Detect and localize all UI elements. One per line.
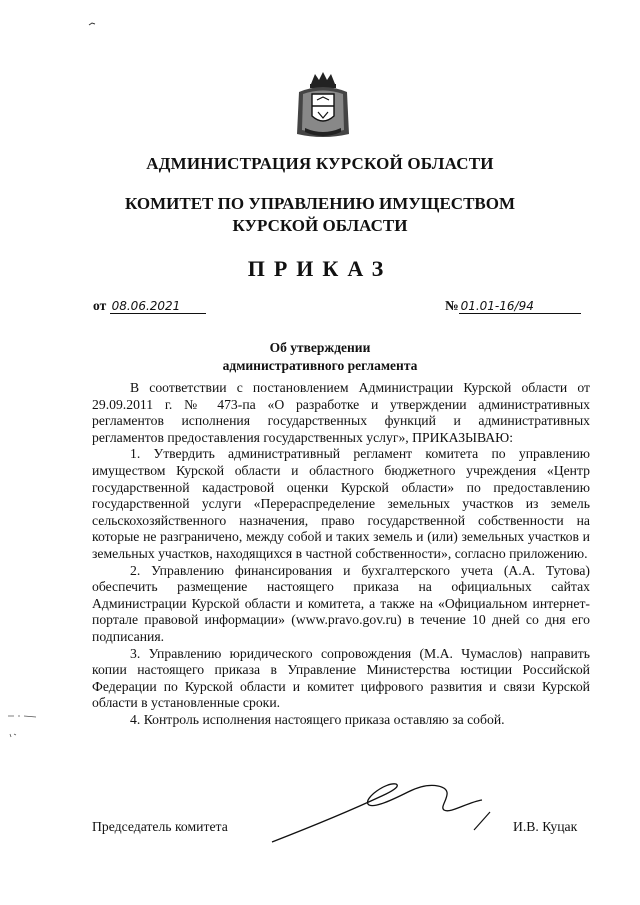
committee-title-line1: КОМИТЕТ ПО УПРАВЛЕНИЮ ИМУЩЕСТВОМ	[124, 194, 516, 213]
order-item-2: 2. Управлению финансирования и бухгалтерского учета (А.А. Тутова) обеспечить размещение настоящего приказа на официальных сайтах Администрации Курской области и комитета, а также на «Официальном интернет-портале правовой информации» (www.pravo.gov.ru) в течение 10 дней со дня его подписания.	[92, 562, 590, 644]
committee-title-line2: КУРСКОЙ ОБЛАСТИ	[232, 216, 408, 235]
order-date	[93, 298, 206, 314]
number-value: 01.01-16/94	[459, 299, 581, 314]
order-number	[445, 298, 581, 314]
administration-title: АДМИНИСТРАЦИЯ КУРСКОЙ ОБЛАСТИ	[146, 154, 494, 173]
order-item-3: 3. Управлению юридического сопровождения (М.А. Чумаслов) направить копии настоящего приказа в Управление Министерства юстиции Российской Федерации по Курской области и комитет цифрового развития и связи Курской области в установленные сроки.	[92, 645, 590, 711]
subject-line1: Об утверждении	[269, 340, 371, 355]
stray-mark-icon	[88, 14, 96, 20]
subject-line2: административного регламента	[222, 358, 418, 373]
order-item-4: 4. Контроль исполнения настоящего приказа оставляю за собой.	[130, 711, 505, 727]
order-title: ПРИКАЗ	[247, 256, 393, 281]
preamble-paragraph: В соответствии с постановлением Администрации Курской области от 29.09.2011 г. № 473-па «О разработке и утверждении административных регламентов исполнения государственных функций и административных регламентов предоставления государственных услуг», ПРИКАЗЫВАЮ:	[92, 380, 590, 445]
date-value: 08.06.2021	[110, 299, 206, 314]
order-item-1: 1. Утвердить административный регламент комитета по управлению имуществом Курской области и областного бюджетного учреждения «Центр государственной кадастровой оценки Курской области» по предоставлению государственной услуги «Перераспределение земельных участков из земель сельскохозяйственного назначения, право государственной собственности на которые не разграничено, между собой и таких земель и (или) земельных участков и земельных участков, находящихся в частной собственности», согласно приложению.	[92, 446, 590, 561]
order-body	[92, 380, 590, 728]
signatory-name: И.В. Куцак	[513, 819, 578, 834]
handwritten-signature-icon	[268, 772, 498, 852]
signatory-position: Председатель комитета	[92, 819, 228, 834]
coat-of-arms-icon	[293, 70, 353, 140]
date-prefix: от	[93, 298, 107, 313]
margin-marks-icon	[6, 710, 46, 750]
number-prefix: №	[445, 298, 459, 313]
